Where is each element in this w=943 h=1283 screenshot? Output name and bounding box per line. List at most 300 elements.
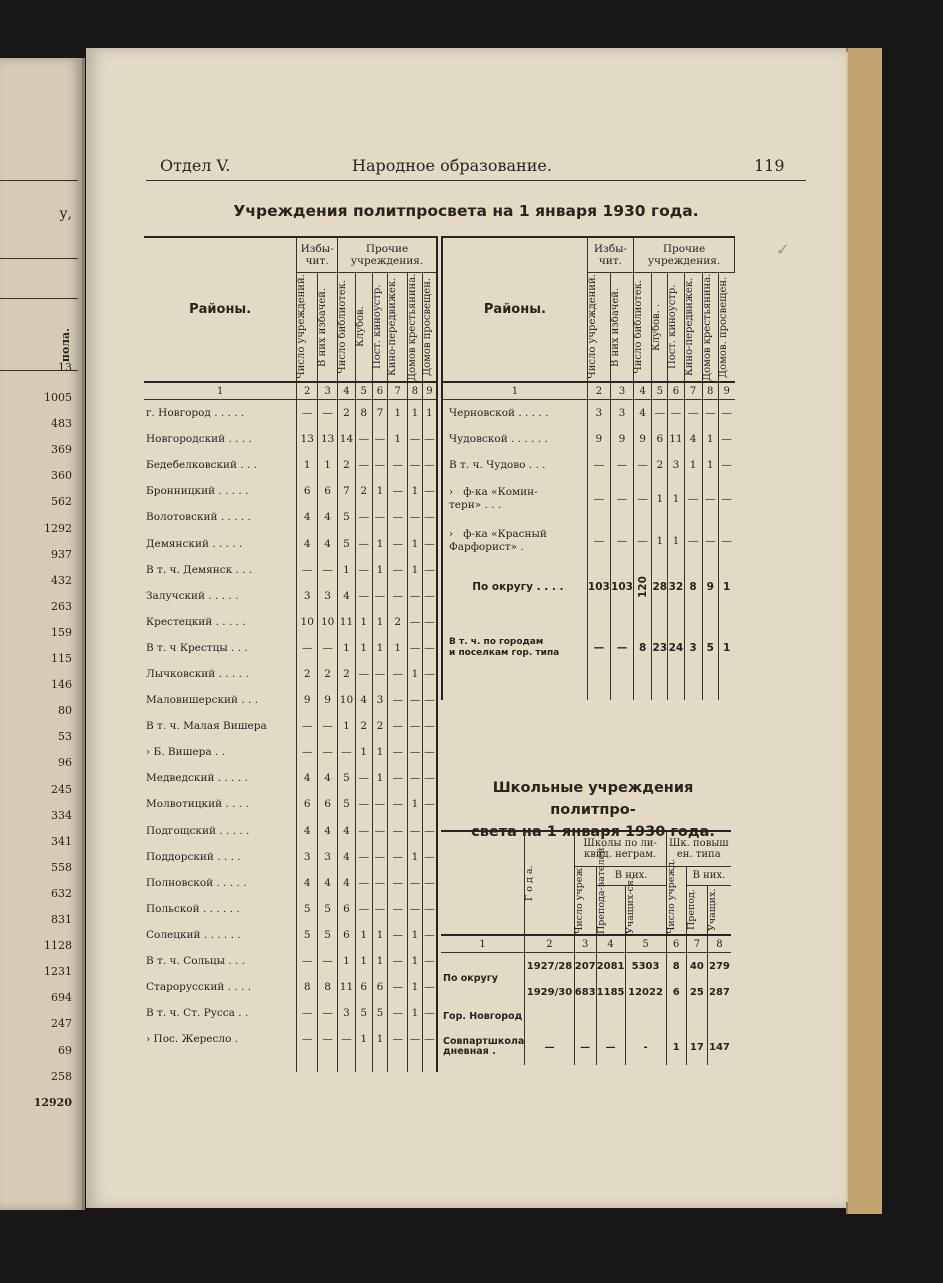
district-name: г. Новгород . . . . . (144, 400, 297, 427)
left-page-value: 258 (51, 1069, 72, 1083)
value-cell: — (388, 791, 408, 817)
col-header: Число библиотек. (337, 279, 349, 375)
value-cell: — (338, 1026, 356, 1052)
table-row (144, 765, 437, 791)
left-page-value: 12920 (33, 1095, 72, 1109)
left-col-num: 13 (58, 361, 72, 374)
value-cell: — (408, 870, 423, 896)
col-number: 4 (634, 382, 652, 400)
left-page-value: 263 (51, 599, 72, 613)
value-cell: 1 (338, 948, 356, 974)
value-cell: — (422, 974, 437, 1000)
value-cell: — (318, 948, 338, 974)
value-cell: 5 (318, 896, 338, 922)
column-number-row (441, 935, 731, 953)
value-cell: — (372, 426, 388, 452)
value-cell: — (408, 687, 423, 713)
value-cell: 6 (338, 922, 356, 948)
value-cell: — (318, 557, 338, 583)
total-value: — (587, 612, 610, 684)
value-cell: 5 (338, 504, 356, 530)
col-number: 6 (666, 935, 686, 953)
value-cell: 1 (408, 530, 423, 556)
district-name: Поддорский . . . . (144, 844, 297, 870)
value-cell: 6 (318, 478, 338, 504)
value-cell: — (338, 739, 356, 765)
value-cell: 1 (318, 452, 338, 478)
left-page-value: 432 (51, 573, 72, 587)
total-value: 9 (702, 562, 718, 612)
table-row (144, 400, 437, 427)
value-cell: — (721, 535, 732, 547)
value-cell: 5 (338, 791, 356, 817)
table-title: Учреждения политпросвета на 1 января 1930 года. (233, 202, 699, 220)
school-title-line: Школьные учреждения политпро- (492, 780, 694, 818)
col-number: 9 (718, 382, 734, 400)
value-cell: 1 (388, 400, 408, 427)
value-cell: 5303 (625, 953, 666, 980)
politprosvet-table-left (144, 236, 438, 1072)
page-edge (846, 48, 882, 1214)
col-header: Домов. просвещен. (717, 276, 729, 378)
value-cell: — (355, 504, 372, 530)
col-header: Учащих-ся. (624, 877, 636, 934)
col-number: 9 (422, 382, 437, 400)
district-name: В т. ч. Чудово . . . (442, 452, 587, 478)
total-value: 103 (610, 562, 633, 612)
value-cell: 1 (408, 948, 423, 974)
value-cell: — (422, 739, 437, 765)
value-cell: 4 (684, 426, 702, 452)
value-cell: 1 (408, 478, 423, 504)
year-cell: 1927/28 (525, 953, 574, 980)
value-cell: — (408, 609, 423, 635)
right-table-body (442, 400, 735, 701)
section-label: Отдел V. (160, 156, 231, 175)
value-cell: 4 (318, 530, 338, 556)
page-number: 119 (754, 156, 785, 175)
district-name: Медведский . . . . . (144, 765, 297, 791)
value-cell: — (610, 478, 633, 520)
value-cell: — (634, 478, 652, 520)
table-row (144, 948, 437, 974)
value-cell: 1185 (596, 979, 625, 1005)
value-cell: 1 (372, 765, 388, 791)
col-number: 1 (144, 382, 297, 400)
col-number: 7 (388, 382, 408, 400)
value-cell: — (610, 452, 633, 478)
value-cell: — (372, 583, 388, 609)
col-number: 8 (707, 935, 731, 953)
value-cell: — (388, 1000, 408, 1026)
value-cell: 11 (338, 974, 356, 1000)
value-cell: 4 (338, 844, 356, 870)
value-cell: 6 (372, 974, 388, 1000)
districts-header: Районы. (442, 237, 587, 382)
district-name: Бронницкий . . . . . (144, 478, 297, 504)
value-cell: 3 (587, 400, 610, 427)
value-cell: 1 (422, 400, 437, 427)
total-value: 120 (634, 562, 652, 612)
left-page-value: 1128 (44, 939, 72, 953)
value-cell: — (408, 739, 423, 765)
value-cell: — (318, 713, 338, 739)
value-cell: 1 (684, 452, 702, 478)
value-cell: — (574, 1029, 596, 1065)
value-cell: 5 (338, 530, 356, 556)
value-cell: — (422, 818, 437, 844)
value-cell: — (297, 1026, 318, 1052)
value-cell: — (721, 459, 732, 471)
value-cell: 4 (318, 504, 338, 530)
left-page-value: 334 (51, 808, 72, 822)
value-cell: 8 (297, 974, 318, 1000)
value-cell: 4 (297, 530, 318, 556)
value-cell: 4 (297, 818, 318, 844)
total-label: По округу . . . . (442, 562, 587, 612)
col-number: 6 (668, 382, 684, 400)
main-page (86, 48, 846, 1208)
left-page-value: 632 (51, 886, 72, 900)
value-cell: 1 (372, 739, 388, 765)
pencil-check-mark-icon: ✓ (776, 240, 790, 259)
total-label: В т. ч. по городам и поселкам гор. типа (442, 612, 587, 684)
value-cell: 147 (708, 1041, 730, 1053)
district-name: Молвотицкий . . . . (144, 791, 297, 817)
value-cell: 1 (372, 948, 388, 974)
value-cell: — (668, 400, 684, 427)
table-row (144, 1026, 437, 1052)
col-header: Число учреждений. (586, 274, 598, 380)
value-cell: — (422, 1026, 437, 1052)
col-number: 3 (318, 382, 338, 400)
value-cell: 1 (372, 922, 388, 948)
value-cell: 1 (388, 426, 408, 452)
value-cell: — (596, 1029, 625, 1065)
value-cell: — (318, 400, 338, 427)
value-cell: — (388, 583, 408, 609)
total-row (442, 612, 735, 684)
table-padding-row (442, 684, 735, 700)
table-row (442, 520, 735, 562)
value-cell: — (388, 687, 408, 713)
total-value: 32 (668, 562, 684, 612)
value-cell: — (388, 661, 408, 687)
value-cell: — (422, 896, 437, 922)
table-row (144, 1000, 437, 1026)
value-cell: — (702, 400, 718, 427)
table-row (442, 400, 735, 427)
value-cell: — (297, 948, 318, 974)
value-cell: — (318, 1000, 338, 1026)
col-header: Клубов. . (651, 303, 663, 351)
value-cell: 2 (297, 661, 318, 687)
col-number: 5 (652, 382, 668, 400)
value-cell: — (355, 844, 372, 870)
col-number: 5 (625, 935, 666, 953)
value-cell: 13 (318, 426, 338, 452)
value-cell: — (702, 520, 718, 562)
value-cell: 3 (318, 583, 338, 609)
value-cell: — (408, 635, 423, 661)
value-cell: — (388, 896, 408, 922)
left-page-value: 247 (51, 1017, 72, 1031)
value-cell: — (422, 844, 437, 870)
value-cell: 10 (338, 687, 356, 713)
value-cell: — (355, 661, 372, 687)
value-cell: — (408, 452, 423, 478)
value-cell: — (372, 791, 388, 817)
value-cell: — (408, 504, 423, 530)
value-cell: — (422, 661, 437, 687)
value-cell: — (587, 452, 610, 478)
value-cell: 7 (338, 478, 356, 504)
value-cell: — (388, 739, 408, 765)
value-cell: — (634, 452, 652, 478)
district-name: › ф-ка «Красный Фарфорист» . (442, 520, 587, 562)
col-number: 2 (297, 382, 318, 400)
value-cell: — (408, 1026, 423, 1052)
value-cell: — (422, 635, 437, 661)
total-value: 28 (652, 562, 668, 612)
table-row (144, 713, 437, 739)
value-cell: 1 (652, 478, 668, 520)
table-row (442, 478, 735, 520)
value-cell: 683 (574, 979, 596, 1005)
value-cell: — (702, 478, 718, 520)
value-cell: — (408, 426, 423, 452)
col-header: Пост. киноустр. (667, 284, 679, 370)
value-cell: 5 (338, 765, 356, 791)
col-header: Препод. (685, 889, 697, 931)
value-cell: — (297, 713, 318, 739)
value-cell: — (388, 504, 408, 530)
district-name: Бедебелковский . . . (144, 452, 297, 478)
district-name: Лычковский . . . . . (144, 661, 297, 687)
value-cell: 287 (708, 986, 730, 998)
value-cell: 3 (297, 844, 318, 870)
value-cell: 2 (338, 452, 356, 478)
col-number: 3 (574, 935, 596, 953)
value-cell: 2 (652, 452, 668, 478)
value-cell: — (422, 687, 437, 713)
value-cell: 5 (297, 922, 318, 948)
year-cell: 1929/30 (525, 979, 574, 1005)
col-number: 7 (686, 935, 707, 953)
value-cell: — (684, 400, 702, 427)
total-value: 23 (652, 612, 668, 684)
value-cell: — (422, 948, 437, 974)
value-cell: — (388, 1026, 408, 1052)
value-cell: 5 (355, 1000, 372, 1026)
value-cell: 9 (634, 426, 652, 452)
school-table (441, 830, 731, 1065)
total-value: 103 (587, 562, 610, 612)
value-cell: 1 (372, 609, 388, 635)
value-cell: 6 (338, 896, 356, 922)
value-cell: — (422, 426, 437, 452)
value-cell: — (297, 635, 318, 661)
other-institutions-header: Прочие учреждения. (338, 237, 437, 273)
col-number: 4 (338, 382, 356, 400)
total-value: 24 (668, 612, 684, 684)
left-page-value: 115 (51, 652, 72, 665)
table-row (144, 452, 437, 478)
value-cell: — (652, 400, 668, 427)
value-cell: 2 (338, 661, 356, 687)
col-header: Клубов. (354, 306, 366, 348)
district-name: В т. ч. Сольцы . . . (144, 948, 297, 974)
value-cell: 4 (355, 687, 372, 713)
value-cell: 12022 (625, 979, 666, 1005)
value-cell: — (388, 844, 408, 870)
total-value: 3 (684, 612, 702, 684)
col-header: Препода-вателей. (595, 844, 607, 934)
col-number: 1 (441, 935, 525, 953)
column-number-row (144, 382, 437, 400)
left-page-value: 1292 (44, 521, 72, 535)
izbachi-group-header: Избы-чит. (297, 237, 338, 273)
value-cell: 17 (686, 1029, 707, 1065)
value-cell: 1 (355, 922, 372, 948)
district-name: Подгощский . . . . . (144, 818, 297, 844)
table-row (144, 791, 437, 817)
left-page-value: 562 (51, 495, 72, 509)
district-name: Старорусский . . . . (144, 974, 297, 1000)
value-cell: — (388, 870, 408, 896)
value-cell: — (721, 493, 732, 505)
value-cell: — (610, 520, 633, 562)
value-cell: — (355, 818, 372, 844)
left-page-value: 1005 (44, 391, 72, 404)
value-cell: — (297, 739, 318, 765)
value-cell: 8 (355, 400, 372, 427)
value-cell: 5 (297, 896, 318, 922)
value-cell: 4 (297, 870, 318, 896)
value-cell: 1 (652, 520, 668, 562)
value-cell: 2 (338, 400, 356, 427)
value-cell: — (372, 661, 388, 687)
col-number: 8 (408, 382, 423, 400)
value-cell: — (684, 478, 702, 520)
value-cell: 1 (372, 557, 388, 583)
col-number: 5 (355, 382, 372, 400)
col-header: Число библиотек. (633, 279, 645, 375)
value-cell: 3 (338, 1000, 356, 1026)
value-cell: — (388, 478, 408, 504)
col-header: Кино-передвижек. (683, 277, 695, 377)
district-name: › ф-ка «Комин- терн» . . . (442, 478, 587, 520)
left-page-value: 937 (51, 547, 72, 561)
col-number: 4 (596, 935, 625, 953)
col-header: Число учреж. (573, 864, 585, 934)
left-page-value: 1231 (44, 965, 72, 979)
value-cell: — (372, 504, 388, 530)
value-cell: — (355, 530, 372, 556)
col-number: 1 (442, 382, 587, 400)
value-cell: — (408, 713, 423, 739)
district-name: Полновской . . . . . (144, 870, 297, 896)
subgroup-header: В них. (596, 867, 666, 886)
value-cell: 1 (388, 635, 408, 661)
okrug-label: По округу (441, 953, 525, 1006)
left-page-value: 146 (51, 678, 72, 692)
col-number: 2 (525, 935, 574, 953)
value-cell: 8 (666, 953, 686, 980)
district-name: Демянский . . . . . (144, 530, 297, 556)
value-cell: — (422, 452, 437, 478)
school-title-line: света на 1 января 1930 года. (471, 823, 715, 840)
table-row (144, 661, 437, 687)
left-page-value: 80 (58, 704, 72, 718)
table-row (442, 426, 735, 452)
district-name: В т. ч Крестцы . . . (144, 635, 297, 661)
value-cell: 279 (708, 960, 730, 972)
value-cell: — (422, 870, 437, 896)
value-cell: — (525, 1029, 574, 1065)
value-cell: — (587, 478, 610, 520)
district-name: Чудовской . . . . . . (442, 426, 587, 452)
col-header: В них избачей. (317, 287, 329, 367)
value-cell: 1 (355, 1026, 372, 1052)
table-row (144, 818, 437, 844)
district-name: › Б. Вишера . . (144, 739, 297, 765)
table-row (144, 504, 437, 530)
value-cell: 4 (338, 818, 356, 844)
left-page-value: 69 (58, 1043, 72, 1057)
district-name: Польской . . . . . . (144, 896, 297, 922)
table-row (144, 530, 437, 556)
col-header: Домов крестьянина. (701, 273, 713, 381)
value-cell: — (388, 974, 408, 1000)
value-cell: — (318, 635, 338, 661)
value-cell: — (388, 948, 408, 974)
value-cell: 9 (297, 687, 318, 713)
table-row (144, 478, 437, 504)
value-cell: 6 (652, 426, 668, 452)
value-cell: — (372, 818, 388, 844)
total-value: 8 (634, 612, 652, 684)
left-page-value: 360 (51, 469, 72, 483)
value-cell: 5 (318, 922, 338, 948)
value-cell: — (388, 530, 408, 556)
districts-header: Районы. (144, 237, 297, 382)
left-page-value: 53 (58, 730, 72, 744)
table-row (441, 953, 731, 980)
value-cell: 1 (372, 478, 388, 504)
value-cell: 1 (355, 609, 372, 635)
other-institutions-header: Прочие учреждения. (634, 237, 735, 273)
value-cell: 1 (408, 661, 423, 687)
col-header: В них избачей. (609, 287, 621, 367)
left-rule (0, 298, 78, 299)
value-cell: — (372, 452, 388, 478)
value-cell: — (318, 739, 338, 765)
table-row (144, 583, 437, 609)
district-name: В т. ч. Малая Вишера (144, 713, 297, 739)
value-cell: — (587, 520, 610, 562)
value-cell: 1 (408, 922, 423, 948)
total-value: — (610, 612, 633, 684)
value-cell: 1 (408, 1000, 423, 1026)
value-cell: 7 (372, 400, 388, 427)
left-page-value: 369 (51, 443, 72, 457)
value-cell: — (422, 1000, 437, 1026)
total-row (442, 562, 735, 612)
value-cell: — (355, 870, 372, 896)
district-name: Волотовский . . . . . (144, 504, 297, 530)
total-value: 8 (684, 562, 702, 612)
